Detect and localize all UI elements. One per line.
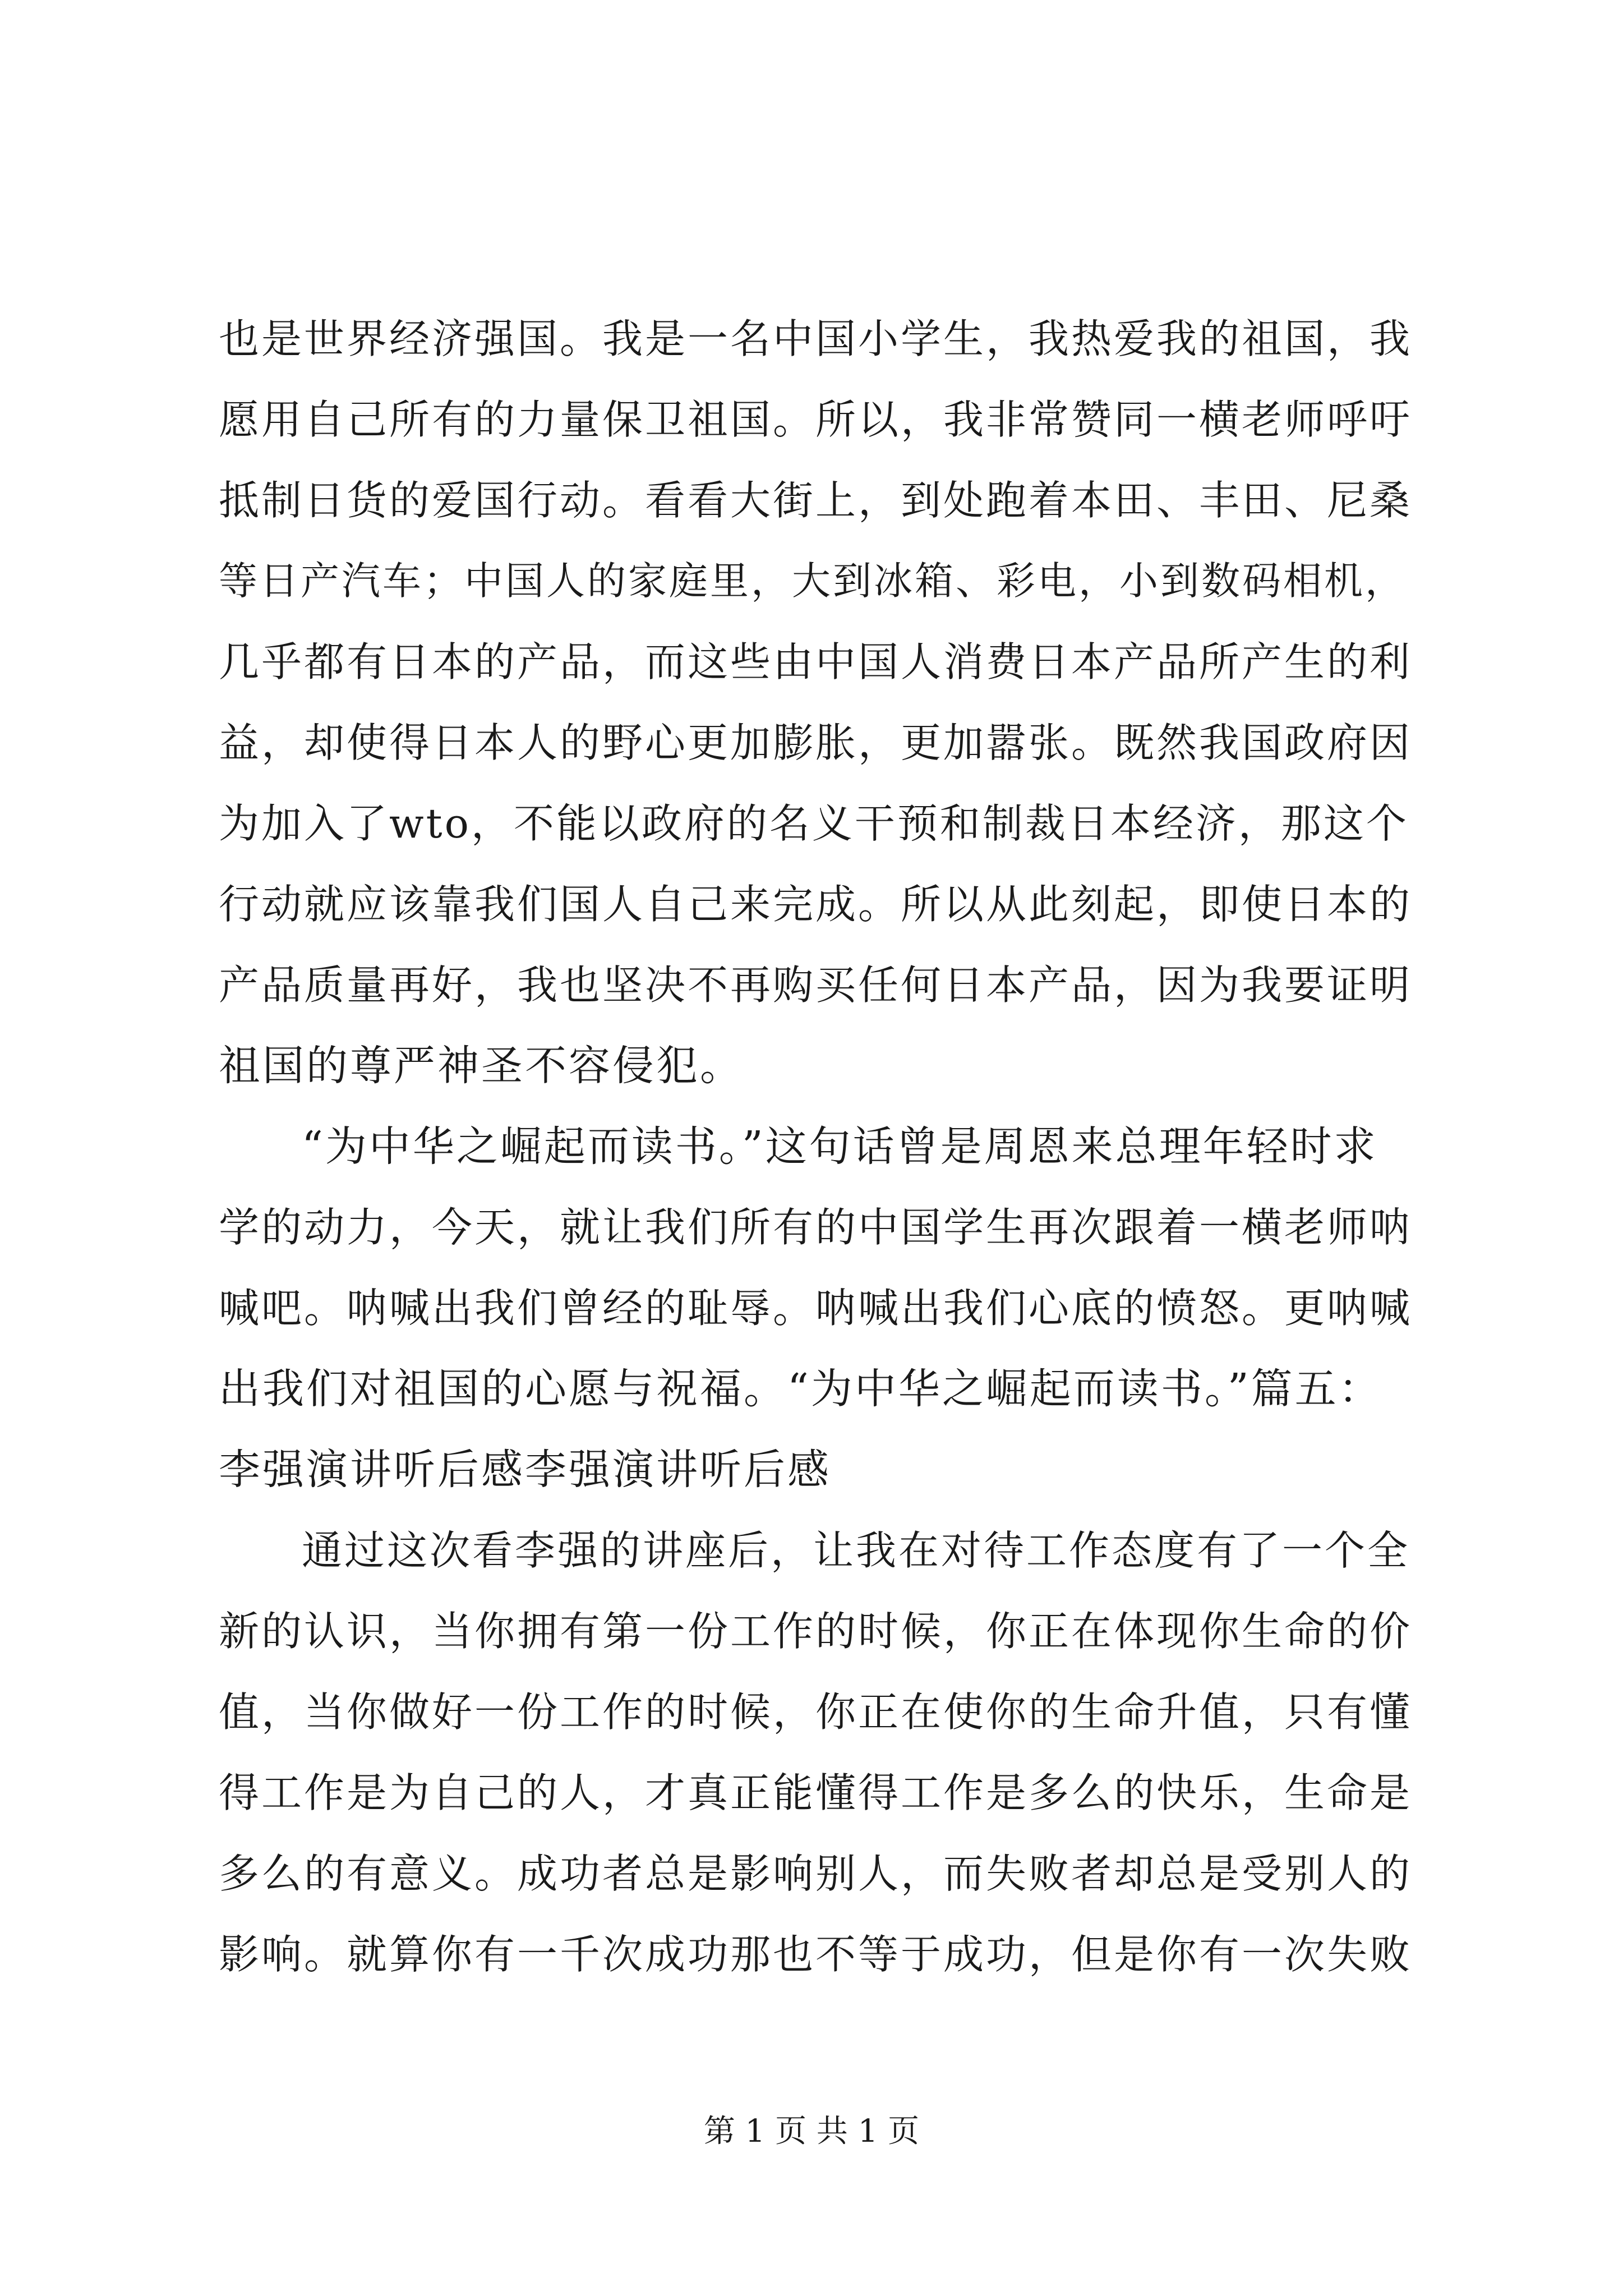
text-line: 出我们对祖国的心愿与祝福。“为中华之崛起而读书。”篇五： — [219, 1365, 1382, 1413]
text-line: 愿用自己所有的力量保卫祖国。所以，我非常赞同一横老师呼吁 — [219, 396, 1413, 443]
text-line: 通过这次看李强的讲座后，让我在对待工作态度有了一个全 — [302, 1527, 1410, 1574]
page-footer: 第 1 页 共 1 页 — [703, 2113, 920, 2150]
text-line: 几乎都有日本的产品，而这些由中国人消费日本产品所产生的利 — [219, 638, 1413, 685]
text-line: 祖国的尊严神圣不容侵犯。 — [219, 1042, 744, 1090]
text-line: 也是世界经济强国。我是一名中国小学生，我热爱我的祖国，我 — [219, 315, 1413, 362]
text-line: 产品质量再好，我也坚决不再购买任何日本产品，因为我要证明 — [219, 961, 1413, 1009]
text-line: 多么的有意义。成功者总是影响别人，而失败者却总是受别人的 — [219, 1850, 1413, 1897]
body-text — [219, 298, 1413, 1995]
text-line: 喊吧。呐喊出我们曾经的耻辱。呐喊出我们心底的愤怒。更呐喊 — [219, 1285, 1413, 1332]
text-line: 李强演讲听后感李强演讲听后感 — [219, 1446, 831, 1494]
text-line: 等日产汽车；中国人的家庭里，大到冰箱、彩电，小到数码相机， — [219, 559, 1406, 604]
text-line: 抵制日货的爱国行动。看看大街上，到处跑着本田、丰田、尼桑 — [219, 477, 1413, 524]
text-line: 行动就应该靠我们国人自己来完成。所以从此刻起，即使日本的 — [219, 881, 1413, 928]
text-line: “为中华之崛起而读书。”这句话曾是周恩来总理年轻时求 — [302, 1122, 1378, 1171]
text-line: 益，却使得日本人的野心更加膨胀，更加嚣张。既然我国政府因 — [219, 719, 1413, 766]
text-line: 影响。就算你有一千次成功那也不等于成功，但是你有一次失败 — [219, 1931, 1413, 1978]
text-line: 值，当你做好一份工作的时候，你正在使你的生命升值，只有懂 — [219, 1688, 1413, 1736]
text-line: 为加入了wto，不能以政府的名义干预和制裁日本经济，那这个 — [219, 800, 1409, 847]
text-line: 得工作是为自己的人，才真正能懂得工作是多么的快乐，生命是 — [219, 1769, 1413, 1816]
text-line: 学的动力，今天，就让我们所有的中国学生再次跟着一横老师呐 — [219, 1204, 1413, 1251]
text-line: 新的认识，当你拥有第一份工作的时候，你正在体现你生命的价 — [219, 1608, 1413, 1655]
